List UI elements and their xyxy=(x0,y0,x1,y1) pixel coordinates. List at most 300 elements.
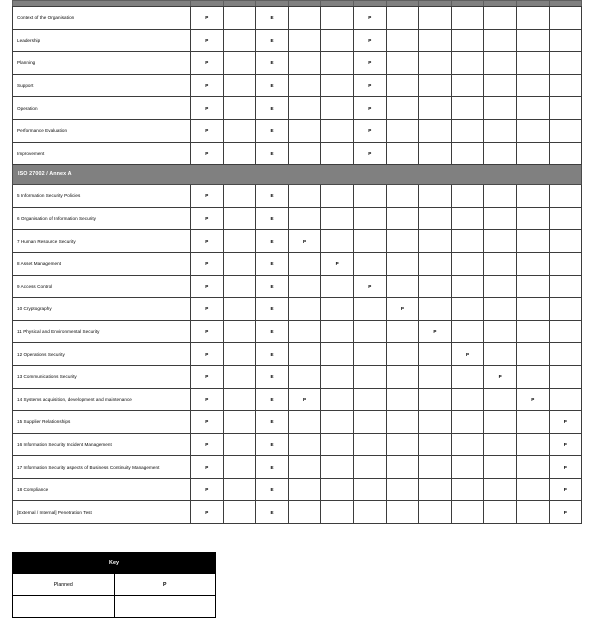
status-cell-executed[interactable]: E xyxy=(256,343,289,366)
status-cell-empty[interactable] xyxy=(321,119,354,142)
status-cell-empty[interactable] xyxy=(288,478,321,501)
status-cell-empty[interactable] xyxy=(516,252,549,275)
status-cell-empty[interactable] xyxy=(516,456,549,479)
status-cell-empty[interactable] xyxy=(549,74,582,97)
status-cell-empty[interactable] xyxy=(451,456,484,479)
status-cell-empty[interactable] xyxy=(484,74,517,97)
status-cell-empty[interactable] xyxy=(288,207,321,230)
status-cell-empty[interactable] xyxy=(419,74,452,97)
status-cell-empty[interactable] xyxy=(451,388,484,411)
status-cell-empty[interactable] xyxy=(419,298,452,321)
section-header-title: ISO 27002 / Annex A xyxy=(13,165,582,185)
status-cell-empty[interactable] xyxy=(484,411,517,434)
status-cell-empty[interactable] xyxy=(223,411,256,434)
status-cell-empty[interactable] xyxy=(516,298,549,321)
status-cell-empty[interactable] xyxy=(353,298,386,321)
status-cell-executed[interactable]: E xyxy=(256,7,289,30)
status-cell-empty[interactable] xyxy=(223,7,256,30)
status-cell-empty[interactable] xyxy=(353,478,386,501)
status-cell-planned[interactable]: P xyxy=(353,52,386,75)
status-cell-empty[interactable] xyxy=(386,252,419,275)
status-cell-empty[interactable] xyxy=(321,411,354,434)
status-cell-empty[interactable] xyxy=(386,388,419,411)
status-cell-empty[interactable] xyxy=(386,230,419,253)
status-cell-empty[interactable] xyxy=(484,501,517,524)
status-cell-empty[interactable] xyxy=(288,343,321,366)
status-cell-empty[interactable] xyxy=(419,97,452,120)
status-cell-empty[interactable] xyxy=(516,275,549,298)
status-cell-empty[interactable] xyxy=(223,478,256,501)
status-cell-executed[interactable]: E xyxy=(256,275,289,298)
status-cell-empty[interactable] xyxy=(321,501,354,524)
status-cell-empty[interactable] xyxy=(386,52,419,75)
status-cell-empty[interactable] xyxy=(451,97,484,120)
status-cell-empty[interactable] xyxy=(419,433,452,456)
status-cell-planned[interactable]: P xyxy=(549,501,582,524)
status-cell-planned[interactable]: P xyxy=(516,388,549,411)
table-row xyxy=(13,7,582,30)
status-cell-empty[interactable] xyxy=(516,119,549,142)
status-cell-empty[interactable] xyxy=(223,433,256,456)
status-cell-empty[interactable] xyxy=(321,388,354,411)
row-label-cell: 14 Systems acquisition, development and maintenance xyxy=(13,388,191,411)
status-cell-executed[interactable]: E xyxy=(256,119,289,142)
status-cell-empty[interactable] xyxy=(288,365,321,388)
status-cell-empty[interactable] xyxy=(419,119,452,142)
status-cell-empty[interactable] xyxy=(419,478,452,501)
status-cell-empty[interactable] xyxy=(419,230,452,253)
status-cell-executed[interactable]: E xyxy=(256,252,289,275)
status-cell-planned[interactable]: P xyxy=(191,365,224,388)
status-cell-empty[interactable] xyxy=(484,252,517,275)
status-cell-empty[interactable] xyxy=(484,433,517,456)
status-cell-empty[interactable] xyxy=(386,29,419,52)
status-cell-planned[interactable]: P xyxy=(321,252,354,275)
status-cell-empty[interactable] xyxy=(451,230,484,253)
key-swatch-planned: P xyxy=(114,574,216,596)
status-cell-planned[interactable]: P xyxy=(191,207,224,230)
status-cell-planned[interactable]: P xyxy=(549,478,582,501)
status-cell-empty[interactable] xyxy=(516,7,549,30)
status-cell-empty[interactable] xyxy=(419,185,452,208)
status-cell-empty[interactable] xyxy=(321,52,354,75)
key-header-row xyxy=(13,553,216,574)
status-cell-planned[interactable]: P xyxy=(353,275,386,298)
status-cell-planned[interactable]: P xyxy=(191,97,224,120)
status-cell-planned[interactable]: P xyxy=(353,74,386,97)
row-label-cell: Leadership xyxy=(13,29,191,52)
table-row xyxy=(13,252,582,275)
status-cell-empty[interactable] xyxy=(516,411,549,434)
status-cell-empty[interactable] xyxy=(419,501,452,524)
status-cell-planned[interactable]: P xyxy=(386,298,419,321)
row-label-cell: Operation xyxy=(13,97,191,120)
status-cell-empty[interactable] xyxy=(321,365,354,388)
status-cell-empty[interactable] xyxy=(516,142,549,165)
status-cell-empty[interactable] xyxy=(549,275,582,298)
status-cell-empty[interactable] xyxy=(484,52,517,75)
status-cell-empty[interactable] xyxy=(386,7,419,30)
status-cell-empty[interactable] xyxy=(386,275,419,298)
table-row xyxy=(13,456,582,479)
status-cell-empty[interactable] xyxy=(353,433,386,456)
status-cell-empty[interactable] xyxy=(321,456,354,479)
status-cell-planned[interactable]: P xyxy=(191,433,224,456)
status-cell-empty[interactable] xyxy=(353,501,386,524)
status-cell-empty[interactable] xyxy=(451,119,484,142)
status-cell-empty[interactable] xyxy=(288,501,321,524)
status-cell-empty[interactable] xyxy=(223,275,256,298)
status-cell-empty[interactable] xyxy=(288,142,321,165)
status-cell-planned[interactable]: P xyxy=(549,433,582,456)
status-cell-empty[interactable] xyxy=(353,343,386,366)
status-cell-empty[interactable] xyxy=(484,119,517,142)
status-cell-empty[interactable] xyxy=(353,207,386,230)
status-cell-empty[interactable] xyxy=(549,343,582,366)
status-cell-planned[interactable]: P xyxy=(288,230,321,253)
status-cell-empty[interactable] xyxy=(386,456,419,479)
status-cell-empty[interactable] xyxy=(451,207,484,230)
status-cell-empty[interactable] xyxy=(223,207,256,230)
status-cell-empty[interactable] xyxy=(223,29,256,52)
status-cell-empty[interactable] xyxy=(484,185,517,208)
row-label-cell: 15 Supplier Relationships xyxy=(13,411,191,434)
status-cell-empty[interactable] xyxy=(419,29,452,52)
status-cell-empty[interactable] xyxy=(516,185,549,208)
status-cell-empty[interactable] xyxy=(484,320,517,343)
row-label-cell: Context of the Organisation xyxy=(13,7,191,30)
status-cell-empty[interactable] xyxy=(223,252,256,275)
status-cell-empty[interactable] xyxy=(451,142,484,165)
status-cell-empty[interactable] xyxy=(386,185,419,208)
status-cell-empty[interactable] xyxy=(451,52,484,75)
status-cell-empty[interactable] xyxy=(451,501,484,524)
status-cell-empty[interactable] xyxy=(321,478,354,501)
table-row xyxy=(13,74,582,97)
status-cell-empty[interactable] xyxy=(419,456,452,479)
table-row xyxy=(13,29,582,52)
status-cell-empty[interactable] xyxy=(321,343,354,366)
status-cell-empty[interactable] xyxy=(386,207,419,230)
status-cell-executed[interactable]: E xyxy=(256,142,289,165)
status-cell-empty[interactable] xyxy=(321,275,354,298)
status-cell-empty[interactable] xyxy=(223,388,256,411)
status-cell-empty[interactable] xyxy=(353,185,386,208)
status-cell-empty[interactable] xyxy=(386,142,419,165)
row-label-cell: 7 Human Resource Security xyxy=(13,230,191,253)
status-cell-empty[interactable] xyxy=(419,142,452,165)
status-cell-planned[interactable]: P xyxy=(191,501,224,524)
status-cell-planned[interactable]: P xyxy=(353,7,386,30)
status-cell-empty[interactable] xyxy=(223,501,256,524)
status-cell-planned[interactable]: P xyxy=(191,185,224,208)
status-cell-empty[interactable] xyxy=(484,456,517,479)
status-cell-empty[interactable] xyxy=(516,433,549,456)
status-cell-empty[interactable] xyxy=(288,52,321,75)
status-cell-empty[interactable] xyxy=(549,7,582,30)
status-cell-empty[interactable] xyxy=(353,388,386,411)
status-cell-planned[interactable]: P xyxy=(353,97,386,120)
status-cell-empty[interactable] xyxy=(288,74,321,97)
status-cell-empty[interactable] xyxy=(223,298,256,321)
status-cell-executed[interactable]: E xyxy=(256,388,289,411)
status-cell-planned[interactable]: P xyxy=(191,29,224,52)
status-cell-empty[interactable] xyxy=(223,343,256,366)
status-cell-empty[interactable] xyxy=(419,411,452,434)
status-cell-executed[interactable]: E xyxy=(256,478,289,501)
table-row xyxy=(13,433,582,456)
status-cell-empty[interactable] xyxy=(288,298,321,321)
status-cell-empty[interactable] xyxy=(419,252,452,275)
status-cell-planned[interactable]: P xyxy=(549,411,582,434)
status-cell-empty[interactable] xyxy=(223,97,256,120)
status-cell-empty[interactable] xyxy=(451,74,484,97)
status-cell-empty[interactable] xyxy=(516,478,549,501)
status-cell-empty[interactable] xyxy=(321,97,354,120)
row-label-cell: 9 Access Control xyxy=(13,275,191,298)
status-cell-empty[interactable] xyxy=(223,456,256,479)
row-label-cell: Performance Evaluation xyxy=(13,119,191,142)
status-cell-planned[interactable]: P xyxy=(353,119,386,142)
status-cell-empty[interactable] xyxy=(451,365,484,388)
status-cell-empty[interactable] xyxy=(288,252,321,275)
status-cell-empty[interactable] xyxy=(451,275,484,298)
table-row xyxy=(13,478,582,501)
status-cell-empty[interactable] xyxy=(451,478,484,501)
status-cell-empty[interactable] xyxy=(321,7,354,30)
status-cell-empty[interactable] xyxy=(386,501,419,524)
row-label-cell: 6 Organisation of Information Security xyxy=(13,207,191,230)
status-cell-empty[interactable] xyxy=(484,388,517,411)
table-row xyxy=(13,275,582,298)
status-cell-empty[interactable] xyxy=(419,388,452,411)
status-cell-empty[interactable] xyxy=(353,411,386,434)
status-cell-empty[interactable] xyxy=(321,207,354,230)
status-cell-empty[interactable] xyxy=(516,29,549,52)
status-cell-empty[interactable] xyxy=(386,320,419,343)
status-cell-empty[interactable] xyxy=(516,320,549,343)
status-cell-empty[interactable] xyxy=(451,298,484,321)
status-cell-empty[interactable] xyxy=(419,207,452,230)
status-cell-executed[interactable]: E xyxy=(256,456,289,479)
status-cell-empty[interactable] xyxy=(484,207,517,230)
status-cell-planned[interactable]: P xyxy=(353,142,386,165)
status-cell-empty[interactable] xyxy=(288,456,321,479)
status-cell-empty[interactable] xyxy=(223,185,256,208)
row-label-cell: 11 Physical and Environmental Security xyxy=(13,320,191,343)
status-cell-empty[interactable] xyxy=(419,343,452,366)
status-cell-planned[interactable]: P xyxy=(191,52,224,75)
status-cell-empty[interactable] xyxy=(353,320,386,343)
status-cell-empty[interactable] xyxy=(419,7,452,30)
status-cell-planned[interactable]: P xyxy=(191,411,224,434)
status-cell-planned[interactable]: P xyxy=(191,275,224,298)
status-cell-empty[interactable] xyxy=(451,433,484,456)
status-cell-empty[interactable] xyxy=(419,275,452,298)
row-label-cell: 17 Information Security aspects of Business Continuity Management xyxy=(13,456,191,479)
status-cell-empty[interactable] xyxy=(353,456,386,479)
status-cell-planned[interactable]: P xyxy=(484,365,517,388)
status-cell-empty[interactable] xyxy=(386,74,419,97)
status-cell-empty[interactable] xyxy=(386,411,419,434)
status-cell-empty[interactable] xyxy=(223,74,256,97)
status-cell-empty[interactable] xyxy=(321,433,354,456)
status-cell-planned[interactable]: P xyxy=(191,230,224,253)
status-cell-empty[interactable] xyxy=(386,119,419,142)
status-cell-empty[interactable] xyxy=(516,207,549,230)
status-cell-planned[interactable]: P xyxy=(191,7,224,30)
status-cell-empty[interactable] xyxy=(288,97,321,120)
status-cell-empty[interactable] xyxy=(549,365,582,388)
status-cell-empty[interactable] xyxy=(484,142,517,165)
row-label-cell: Support xyxy=(13,74,191,97)
status-cell-empty[interactable] xyxy=(549,52,582,75)
status-cell-executed[interactable]: E xyxy=(256,52,289,75)
status-cell-empty[interactable] xyxy=(419,52,452,75)
row-label-cell: [External / Internal] Penetration Test xyxy=(13,501,191,524)
row-label-cell: Planning xyxy=(13,52,191,75)
status-cell-planned[interactable]: P xyxy=(451,343,484,366)
status-cell-empty[interactable] xyxy=(549,185,582,208)
key-legend-row xyxy=(13,574,216,596)
status-cell-empty[interactable] xyxy=(484,97,517,120)
status-cell-planned[interactable]: P xyxy=(353,29,386,52)
status-cell-empty[interactable] xyxy=(353,365,386,388)
status-cell-empty[interactable] xyxy=(288,320,321,343)
status-cell-empty[interactable] xyxy=(386,365,419,388)
status-cell-empty[interactable] xyxy=(451,7,484,30)
status-cell-empty[interactable] xyxy=(549,388,582,411)
status-cell-empty[interactable] xyxy=(288,275,321,298)
status-cell-empty[interactable] xyxy=(223,365,256,388)
status-cell-empty[interactable] xyxy=(321,74,354,97)
status-cell-planned[interactable]: P xyxy=(191,343,224,366)
status-cell-empty[interactable] xyxy=(516,97,549,120)
status-cell-executed[interactable]: E xyxy=(256,320,289,343)
status-cell-planned[interactable]: P xyxy=(191,298,224,321)
table-row xyxy=(13,388,582,411)
status-cell-empty[interactable] xyxy=(549,97,582,120)
status-cell-planned[interactable]: P xyxy=(191,388,224,411)
status-cell-empty[interactable] xyxy=(288,433,321,456)
status-cell-empty[interactable] xyxy=(516,52,549,75)
table-row xyxy=(13,230,582,253)
status-cell-empty[interactable] xyxy=(549,207,582,230)
status-cell-empty[interactable] xyxy=(484,478,517,501)
status-cell-empty[interactable] xyxy=(223,320,256,343)
status-cell-empty[interactable] xyxy=(549,252,582,275)
status-cell-empty[interactable] xyxy=(549,29,582,52)
status-cell-empty[interactable] xyxy=(223,119,256,142)
status-cell-planned[interactable]: P xyxy=(419,320,452,343)
status-cell-planned[interactable]: P xyxy=(191,252,224,275)
status-cell-empty[interactable] xyxy=(549,119,582,142)
status-cell-empty[interactable] xyxy=(223,230,256,253)
table-row xyxy=(13,207,582,230)
status-cell-planned[interactable]: P xyxy=(191,74,224,97)
status-cell-empty[interactable] xyxy=(516,230,549,253)
status-cell-empty[interactable] xyxy=(451,252,484,275)
status-cell-empty[interactable] xyxy=(516,343,549,366)
status-cell-planned[interactable]: P xyxy=(191,320,224,343)
status-cell-executed[interactable]: E xyxy=(256,74,289,97)
status-cell-empty[interactable] xyxy=(516,501,549,524)
key-swatch-completed xyxy=(114,596,216,618)
status-cell-empty[interactable] xyxy=(549,298,582,321)
status-cell-empty[interactable] xyxy=(484,275,517,298)
status-cell-planned[interactable]: P xyxy=(288,388,321,411)
row-label-cell: 13 Communications Security xyxy=(13,365,191,388)
status-cell-empty[interactable] xyxy=(386,343,419,366)
status-cell-empty[interactable] xyxy=(419,365,452,388)
status-cell-empty[interactable] xyxy=(484,298,517,321)
status-cell-executed[interactable]: E xyxy=(256,433,289,456)
status-cell-executed[interactable]: E xyxy=(256,185,289,208)
row-label-cell: Improvement xyxy=(13,142,191,165)
status-cell-empty[interactable] xyxy=(321,142,354,165)
key-legend-table xyxy=(12,552,216,618)
status-cell-empty[interactable] xyxy=(288,29,321,52)
status-cell-empty[interactable] xyxy=(321,29,354,52)
table-row xyxy=(13,365,582,388)
status-cell-executed[interactable]: E xyxy=(256,298,289,321)
status-cell-empty[interactable] xyxy=(484,29,517,52)
status-cell-empty[interactable] xyxy=(484,343,517,366)
status-cell-empty[interactable] xyxy=(484,230,517,253)
status-cell-empty[interactable] xyxy=(288,119,321,142)
table-row xyxy=(13,142,582,165)
status-cell-empty[interactable] xyxy=(321,230,354,253)
status-cell-empty[interactable] xyxy=(549,230,582,253)
status-cell-empty[interactable] xyxy=(451,29,484,52)
status-cell-empty[interactable] xyxy=(223,52,256,75)
status-cell-empty[interactable] xyxy=(223,142,256,165)
status-cell-empty[interactable] xyxy=(549,320,582,343)
status-cell-empty[interactable] xyxy=(451,411,484,434)
status-cell-executed[interactable]: E xyxy=(256,411,289,434)
status-cell-empty[interactable] xyxy=(288,7,321,30)
status-cell-planned[interactable]: P xyxy=(191,142,224,165)
status-cell-empty[interactable] xyxy=(353,230,386,253)
status-cell-empty[interactable] xyxy=(451,320,484,343)
status-cell-empty[interactable] xyxy=(484,7,517,30)
status-cell-empty[interactable] xyxy=(288,411,321,434)
status-cell-empty[interactable] xyxy=(516,74,549,97)
status-cell-empty[interactable] xyxy=(516,365,549,388)
status-cell-executed[interactable]: E xyxy=(256,207,289,230)
status-cell-planned[interactable]: P xyxy=(191,119,224,142)
status-cell-executed[interactable]: E xyxy=(256,365,289,388)
status-cell-empty[interactable] xyxy=(321,320,354,343)
status-cell-planned[interactable]: P xyxy=(549,456,582,479)
status-cell-empty[interactable] xyxy=(288,185,321,208)
row-label-cell: 5 Information Security Policies xyxy=(13,185,191,208)
status-cell-empty[interactable] xyxy=(451,185,484,208)
status-cell-executed[interactable]: E xyxy=(256,230,289,253)
status-cell-planned[interactable]: P xyxy=(191,478,224,501)
status-cell-executed[interactable]: E xyxy=(256,97,289,120)
status-cell-empty[interactable] xyxy=(549,142,582,165)
status-cell-empty[interactable] xyxy=(386,478,419,501)
status-cell-executed[interactable]: E xyxy=(256,29,289,52)
status-cell-empty[interactable] xyxy=(353,252,386,275)
status-cell-empty[interactable] xyxy=(321,185,354,208)
status-cell-empty[interactable] xyxy=(321,298,354,321)
status-cell-executed[interactable]: E xyxy=(256,501,289,524)
status-cell-planned[interactable]: P xyxy=(191,456,224,479)
status-cell-empty[interactable] xyxy=(386,433,419,456)
status-cell-empty[interactable] xyxy=(386,97,419,120)
